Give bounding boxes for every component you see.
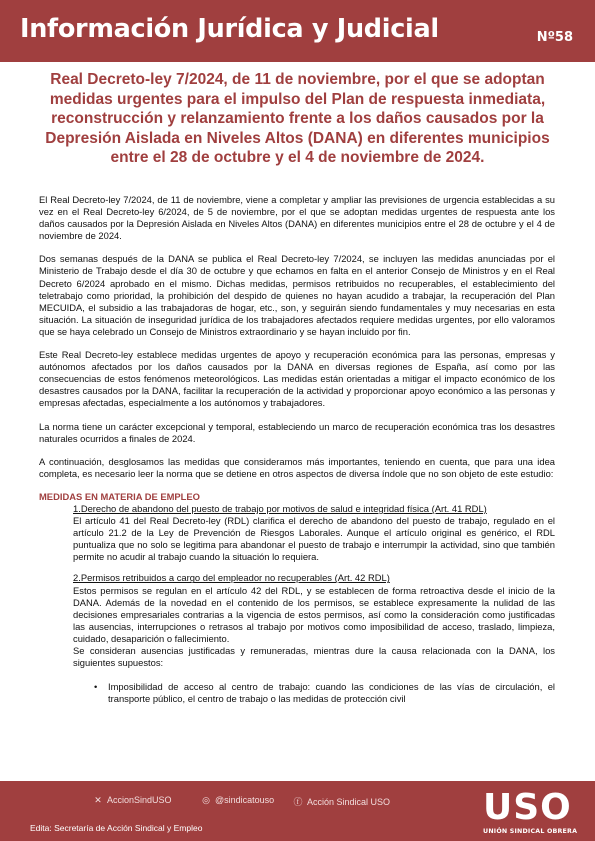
paragraph: La norma tiene un carácter excepcional y temporal, estableciendo un marco de recuperación económica tras los desastres naturales ocurridos a finales de 2024. [39, 420, 555, 444]
social-facebook-handle: Acción Sindical USO [307, 797, 391, 807]
paragraph: Dos semanas después de la DANA se publica el Real Decreto-ley 7/2024, se incluyen las medidas anunciadas por el Ministerio de Trabajo desde el día 30 de octubre y que echamos en falta en el anterior Consejo de Ministros y en el Real Decreto 6/2024 aprobado en el mismo. Dichas medidas, permisos retribuidos no recuperables, el establecimiento del teletrabajo como prioridad, la prohibición del despido de quienes no hayan acudido a trabajar, la recuperación del Plan MECUIDA, el subsidio a las trabajadoras de hogar, etc., son, y seguirán siendo fundamentales y muy necesarias en esta situación. La situación de inseguridad jurídica de los trabajadores afectados requiere medidas urgentes, por ello valoramos que se haya celebrado un Consejo de Ministros extraordinario y se hayan incluido por fin. [39, 253, 555, 337]
bullet-icon: • [94, 681, 98, 693]
social-x-link[interactable] [92, 795, 172, 806]
section-heading: MEDIDAS EN MATERIA DE EMPLEO [39, 490, 200, 502]
paragraph: A continuación, desglosamos las medidas que consideramos más importantes, teniendo en cuenta, que para una idea completa, es necesario leer la norma que se detiene en otros aspectos de diversa índole que no son objeto de este estudio: [39, 455, 555, 479]
logo-wordmark: USO [483, 787, 572, 828]
paragraph: Este Real Decreto-ley establece medidas urgentes de apoyo y recuperación económica para las personas, empresas y autónomos afectados por los daños causados por la DANA en diversas regiones de España, así como por las consecuencias de estos fenómenos meteorológicos. Las medidas están orientadas a mitigar el impacto económico de los desastres causados por la DANA, facilitar la recuperación de la actividad y proporcionar apoyo económico a las personas y empresas afectadas, especialmente a los autónomos y trabajadores. [39, 349, 555, 409]
logo-subtitle: UNIÓN SINDICAL OBRERA [483, 828, 578, 835]
paragraph: El Real Decreto-ley 7/2024, de 11 de noviembre, viene a completar y ampliar las previsiones de urgencia establecidas a su vez en el Real Decreto-ley 6/2024, de 5 de noviembre, por el que se adoptan medidas urgentes de respuesta ante los daños causados por la Depresión Aislada en Niveles Altos (DANA) en diferentes municipios entre el 28 de octubre y el 4 de noviembre de 2024. [39, 194, 555, 242]
editor-credit: Edita: Secretaría de Acción Sindical y Empleo [30, 823, 203, 833]
uso-logo [483, 787, 583, 835]
instagram-icon: ◎ [202, 795, 210, 805]
measure-heading: 2.Permisos retribuidos a cargo del empleador no recuperables (Art. 42 RDL) [73, 572, 390, 584]
measure-text: Estos permisos se regulan en el artículo 42 del RDL, y se establecen de forma retroactiva desde el inicio de la DANA. Además de la novedad en el contenido de los permisos, se establece expresamente la nulidad de las decisiones empresariales contrarias a la vigencia de estos permisos, así como la consideración como justificadas las ausencias, interrupciones o retrasos al trabajo por motivos como imposibilidad de acceso, traslado, limpieza, cuidado, desaparición o fallecimiento. [73, 584, 555, 644]
measure-text: Se consideran ausencias justificadas y remuneradas, mientras dure la causa relacionada con la DANA, los siguientes supuestos: [73, 645, 555, 669]
bulletin-title: Información Jurídica y Judicial [20, 14, 439, 44]
facebook-icon: ⓕ [293, 797, 303, 807]
social-instagram-link[interactable] [200, 795, 274, 806]
social-x-handle: AccionSindUSO [107, 795, 172, 805]
measure-text: El artículo 41 del Real Decreto-ley (RDL) clarifica el derecho de abandono del puesto de trabajo, regulado en el artículo 21.2 de la Ley de Prevención de Riesgos Laborales. Aunque el artículo original es genérico, el RDL puntualiza que no solo se legitima para abandonar el puesto de trabajo e interrumpir la actividad, sino que también permite no acudir al trabajo cuando la situación lo requiera. [73, 515, 555, 563]
social-facebook-link[interactable] [292, 795, 390, 808]
document-body [39, 194, 555, 705]
x-icon: ✕ [94, 795, 102, 805]
measure-heading: 1.Derecho de abandono del puesto de trabajo por motivos de salud e integridad física (Art. 41 RDL) [73, 502, 487, 514]
document-title: Real Decreto-ley 7/2024, de 11 de noviembre, por el que se adoptan medidas urgentes para el impulso del Plan de respuesta inmediata, reconstrucción y relanzamiento frente a los daños causados por la Depresión Aislada en Niveles Altos (DANA) en diferentes municipios entre el 28 de octubre y el 4 de noviembre de 2024. [45, 71, 550, 167]
bullet-text: Imposibilidad de acceso al centro de trabajo: cuando las condiciones de las vías de circulación, el transporte público, el centro de trabajo o las medidas de protección civil [108, 681, 555, 705]
bullet-item [94, 681, 555, 705]
social-instagram-handle: @sindicatouso [215, 795, 275, 805]
measure-item [73, 503, 555, 669]
issue-number: Nº58 [536, 30, 573, 45]
header-banner [0, 0, 595, 62]
